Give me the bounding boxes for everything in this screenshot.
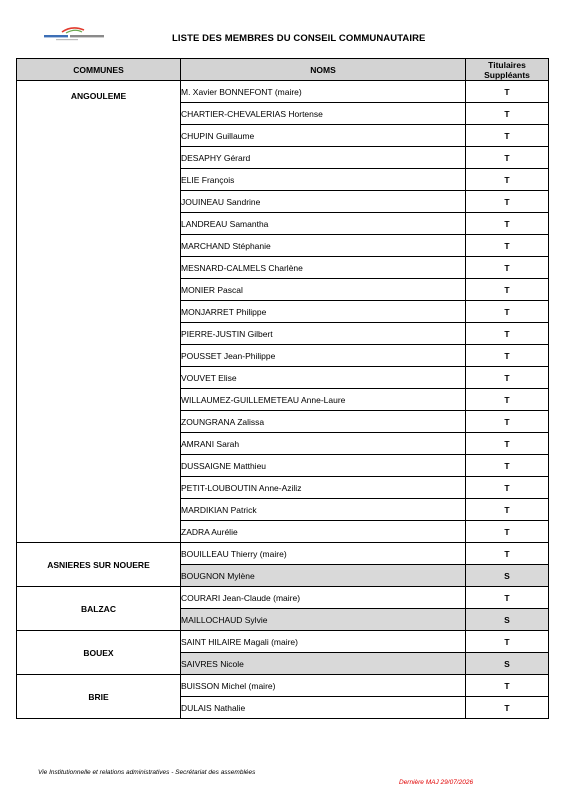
member-status-cell: T (466, 125, 549, 147)
member-status-cell: T (466, 433, 549, 455)
member-status-cell: T (466, 411, 549, 433)
footer-department: Vie Institutionnelle et relations administratives - Secrétariat des assemblées (38, 769, 256, 776)
member-name-cell: JOUINEAU Sandrine (181, 191, 466, 213)
column-header-noms: NOMS (181, 59, 466, 81)
commune-cell: BRIE (17, 675, 181, 719)
member-status-cell: T (466, 81, 549, 103)
member-name-cell: AMRANI Sarah (181, 433, 466, 455)
member-status-cell: S (466, 653, 549, 675)
commune-cell: BALZAC (17, 587, 181, 631)
member-name-cell: POUSSET Jean-Philippe (181, 345, 466, 367)
page-title: LISTE DES MEMBRES DU CONSEIL COMMUNAUTAIRE (172, 33, 426, 44)
member-status-cell: T (466, 477, 549, 499)
member-name-cell: VOUVET Elise (181, 367, 466, 389)
table-row (17, 543, 549, 565)
member-status-cell: T (466, 499, 549, 521)
member-name-cell: MONIER Pascal (181, 279, 466, 301)
footer-last-update: Dernière MAJ 29/07/2026 (399, 779, 474, 786)
member-status-cell: T (466, 323, 549, 345)
member-status-cell: T (466, 257, 549, 279)
table-header-row (17, 59, 549, 81)
member-name-cell: PETIT-LOUBOUTIN Anne-Aziliz (181, 477, 466, 499)
member-name-cell: ZOUNGRANA Zalissa (181, 411, 466, 433)
grand-angouleme-logo (44, 26, 106, 42)
table-row (17, 587, 549, 609)
member-name-cell: PIERRE-JUSTIN Gilbert (181, 323, 466, 345)
member-status-cell: T (466, 675, 549, 697)
commune-cell: ANGOULEME (17, 81, 181, 543)
member-name-cell: M. Xavier BONNEFONT (maire) (181, 81, 466, 103)
member-name-cell: WILLAUMEZ-GUILLEMETEAU Anne-Laure (181, 389, 466, 411)
member-name-cell: MARCHAND Stéphanie (181, 235, 466, 257)
members-table (16, 58, 549, 719)
member-name-cell: BOUGNON Mylène (181, 565, 466, 587)
table-row (17, 675, 549, 697)
member-status-cell: S (466, 609, 549, 631)
table-row (17, 631, 549, 653)
member-status-cell: T (466, 301, 549, 323)
member-name-cell: COURARI Jean-Claude (maire) (181, 587, 466, 609)
member-name-cell: SAIVRES Nicole (181, 653, 466, 675)
member-name-cell: SAINT HILAIRE Magali (maire) (181, 631, 466, 653)
commune-cell: ASNIERES SUR NOUERE (17, 543, 181, 587)
member-name-cell: DULAIS Nathalie (181, 697, 466, 719)
member-status-cell: T (466, 389, 549, 411)
member-status-cell: T (466, 345, 549, 367)
member-status-cell: T (466, 455, 549, 477)
commune-cell: BOUEX (17, 631, 181, 675)
member-name-cell: MONJARRET Philippe (181, 301, 466, 323)
column-header-communes: COMMUNES (17, 59, 181, 81)
column-header-status: Titulaires Suppléants (466, 59, 549, 81)
member-status-cell: T (466, 147, 549, 169)
member-name-cell: DESAPHY Gérard (181, 147, 466, 169)
member-status-cell: T (466, 213, 549, 235)
member-name-cell: ELIE François (181, 169, 466, 191)
member-name-cell: MAILLOCHAUD Sylvie (181, 609, 466, 631)
member-status-cell: T (466, 543, 549, 565)
member-status-cell: T (466, 697, 549, 719)
member-status-cell: T (466, 521, 549, 543)
member-status-cell: T (466, 279, 549, 301)
member-status-cell: T (466, 235, 549, 257)
member-status-cell: T (466, 367, 549, 389)
member-name-cell: BUISSON Michel (maire) (181, 675, 466, 697)
member-name-cell: CHARTIER-CHEVALERIAS Hortense (181, 103, 466, 125)
members-table-body (17, 81, 549, 719)
member-status-cell: T (466, 169, 549, 191)
member-name-cell: DUSSAIGNE Matthieu (181, 455, 466, 477)
member-name-cell: LANDREAU Samantha (181, 213, 466, 235)
member-name-cell: BOUILLEAU Thierry (maire) (181, 543, 466, 565)
member-status-cell: T (466, 191, 549, 213)
member-name-cell: ZADRA Aurélie (181, 521, 466, 543)
member-status-cell: T (466, 103, 549, 125)
member-status-cell: T (466, 587, 549, 609)
table-row (17, 81, 549, 103)
member-status-cell: T (466, 631, 549, 653)
member-name-cell: CHUPIN Guillaume (181, 125, 466, 147)
member-name-cell: MARDIKIAN Patrick (181, 499, 466, 521)
member-status-cell: S (466, 565, 549, 587)
member-name-cell: MESNARD-CALMELS Charlène (181, 257, 466, 279)
